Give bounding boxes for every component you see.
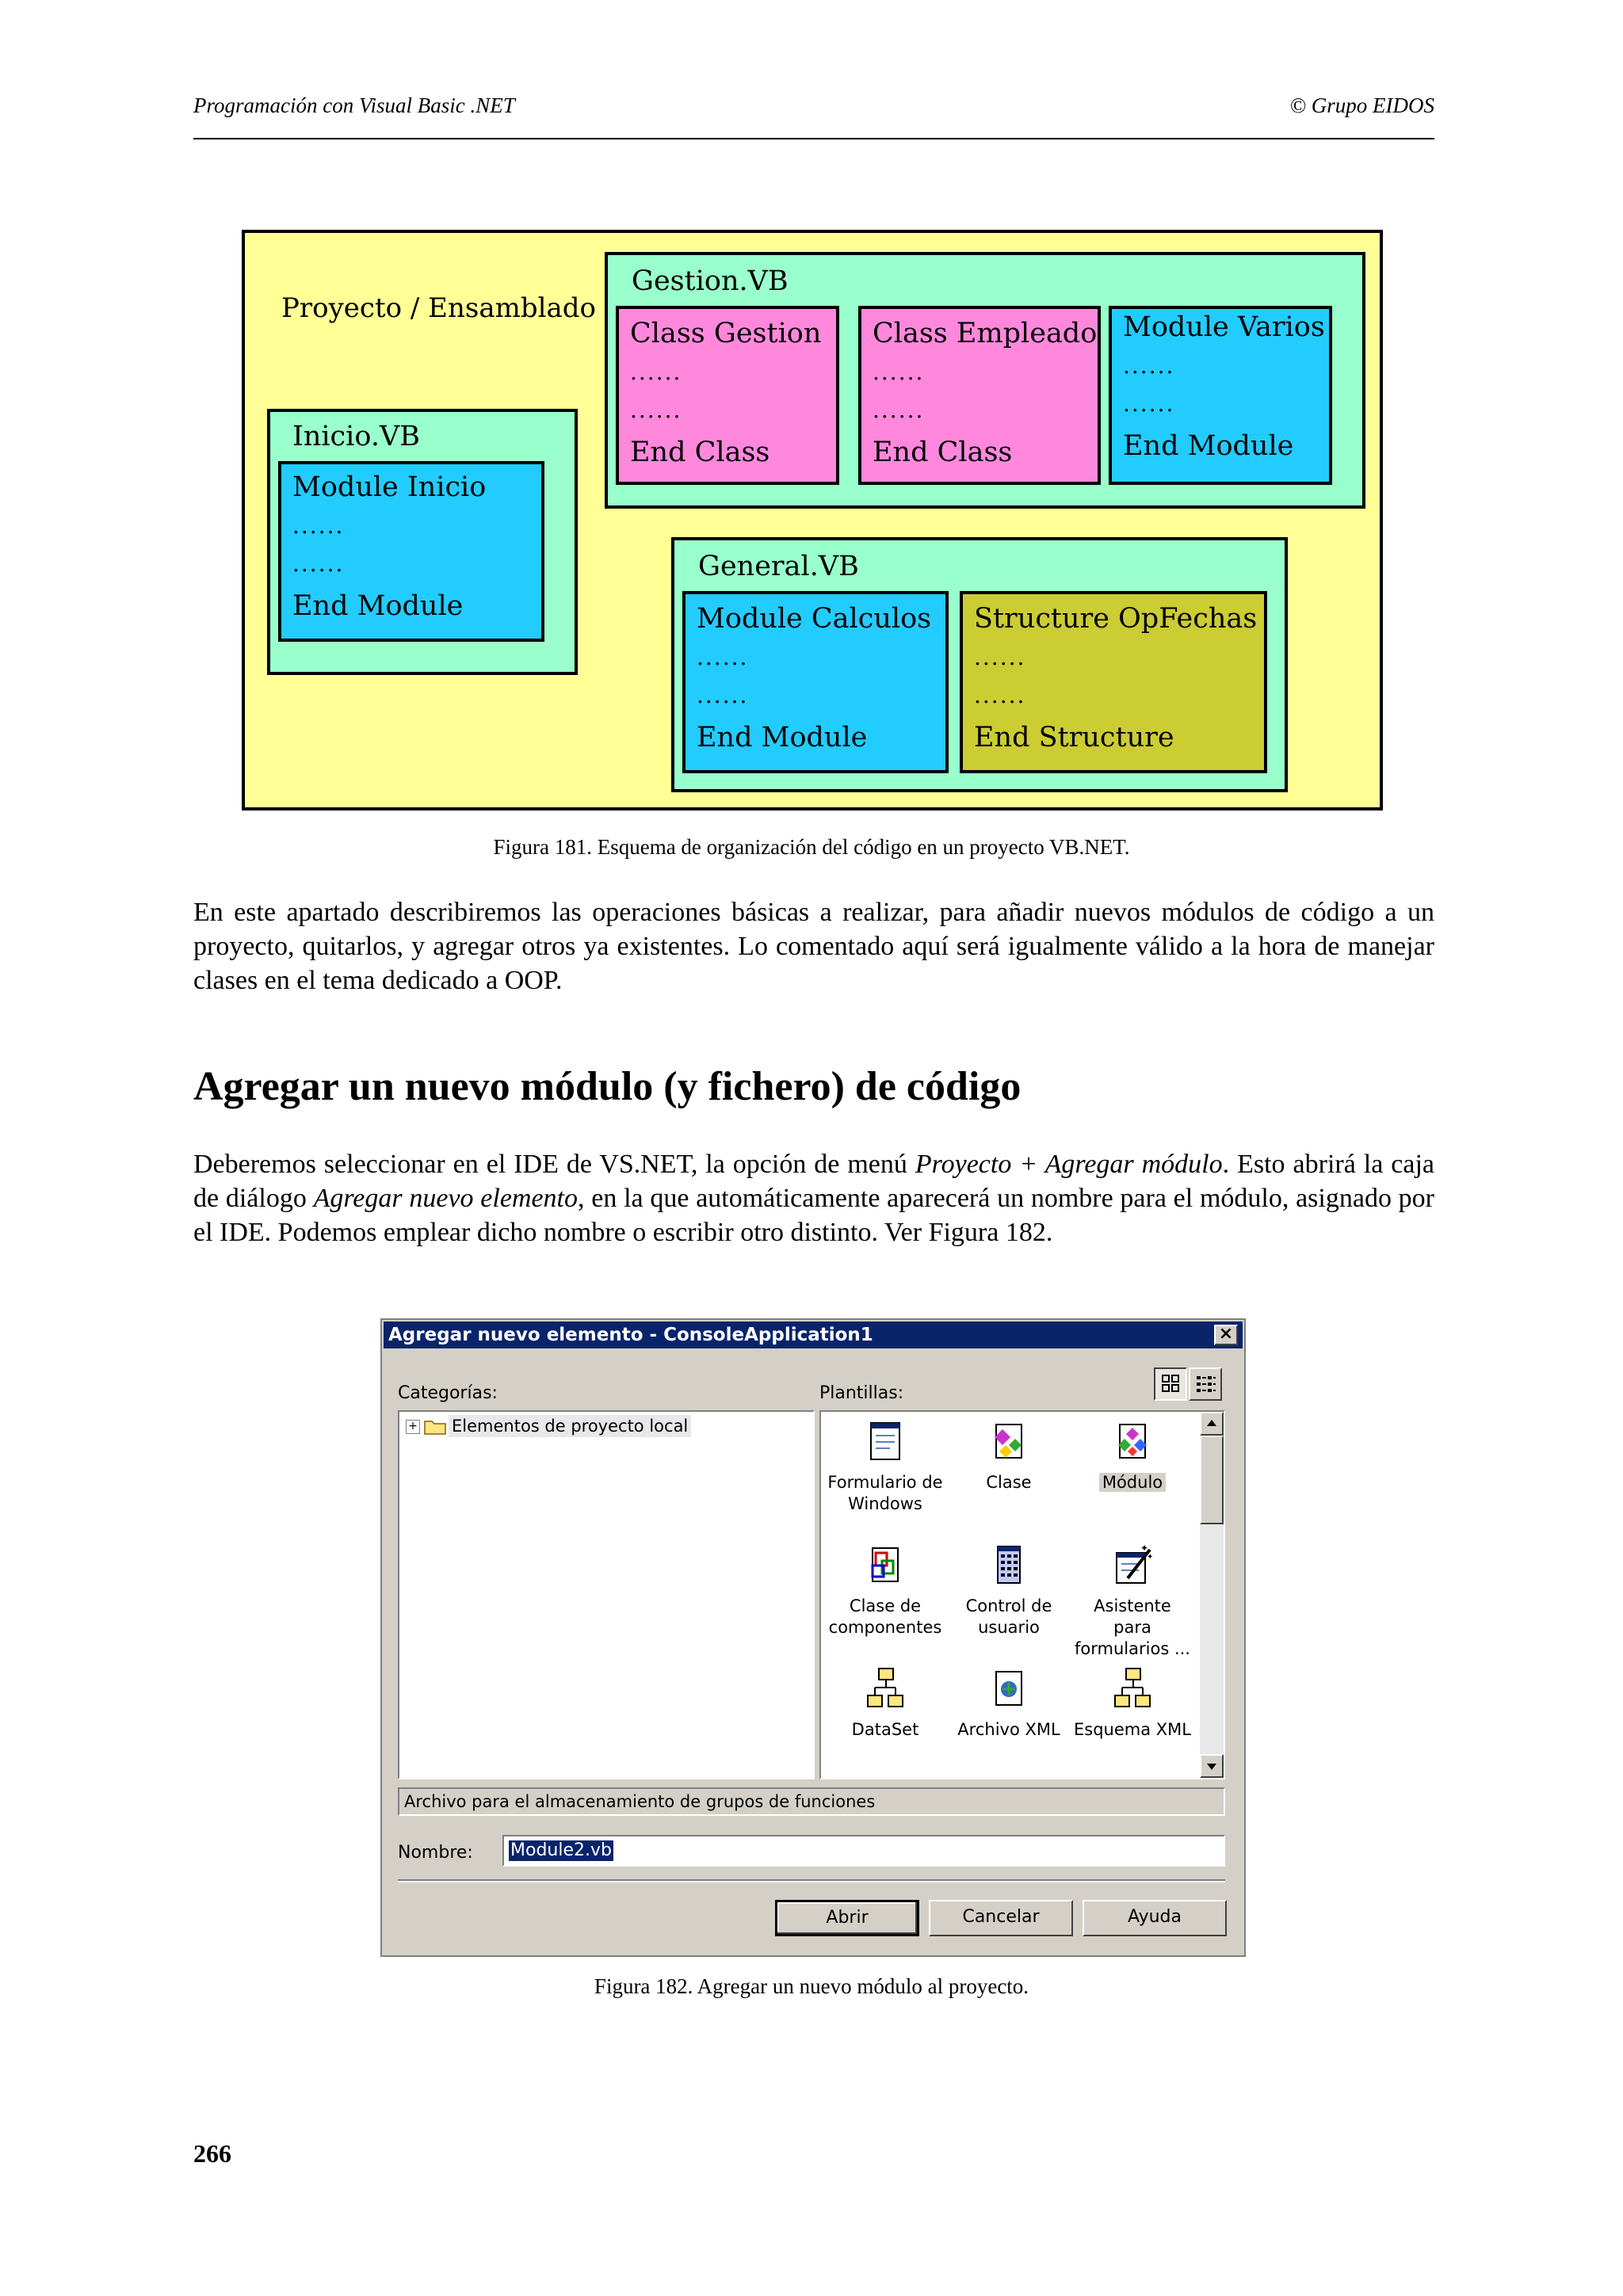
intro-paragraph: En este apartado describiremos las operaciones básicas a realizar, para añadir nuevos módulos de código a un proyecto, quitarlos, y agregar otros ya existentes. Lo comentado aquí será igualmente válido a la hora de manejar clases en el tema dedicado a OOP. xyxy=(193,898,1434,995)
arrow-down-icon xyxy=(1201,1756,1222,1776)
file-gestion-vb xyxy=(605,252,1365,509)
template-item[interactable] xyxy=(1073,1665,1192,1741)
name-input[interactable] xyxy=(502,1835,1225,1867)
templates-scrollbar[interactable] xyxy=(1200,1412,1224,1778)
block-end: End Module xyxy=(1123,430,1294,462)
large-icons-icon xyxy=(1155,1369,1186,1399)
block-dots: ...... xyxy=(630,397,682,423)
template-label: Formulario de Windows xyxy=(827,1473,943,1513)
cancel-button[interactable] xyxy=(929,1900,1073,1936)
template-item[interactable] xyxy=(826,1665,945,1741)
template-item[interactable] xyxy=(949,1542,1068,1638)
block-end: End Class xyxy=(873,437,1013,468)
block-title: Module Inicio xyxy=(292,471,487,503)
file-inicio-vb xyxy=(267,409,578,675)
block-title: Class Empleado xyxy=(873,318,1098,349)
block-dots: ...... xyxy=(974,644,1026,670)
help-button[interactable] xyxy=(1083,1900,1227,1936)
file-general-vb xyxy=(671,537,1288,792)
block-title: Structure OpFechas xyxy=(974,603,1258,635)
class-gestion-block xyxy=(616,306,839,485)
name-input-value: Module2.vb xyxy=(510,1840,612,1860)
user-control-icon xyxy=(985,1542,1033,1589)
header-rule xyxy=(193,138,1434,139)
dialog-titlebar[interactable] xyxy=(384,1322,1243,1348)
running-header-title: Programación con Visual Basic .NET xyxy=(193,93,515,117)
block-dots: ...... xyxy=(1123,391,1175,417)
instructions-paragraph xyxy=(193,1147,1434,1249)
form-wizard-icon xyxy=(1109,1542,1156,1589)
file-label: Gestion.VB xyxy=(632,265,789,297)
class-empleado-block xyxy=(858,306,1101,485)
svg-text:✦: ✦ xyxy=(1147,1553,1154,1562)
template-item[interactable] xyxy=(949,1665,1068,1741)
project-diagram xyxy=(242,230,1383,810)
dialog-title: Agregar nuevo elemento - ConsoleApplication1 xyxy=(388,1325,873,1345)
template-item[interactable] xyxy=(1073,1542,1192,1660)
block-end: End Structure xyxy=(974,722,1174,753)
template-item-selected[interactable] xyxy=(1073,1418,1192,1493)
structure-opfechas-block xyxy=(960,591,1267,773)
template-item[interactable] xyxy=(826,1418,945,1515)
separator xyxy=(398,1879,1225,1882)
template-label: Módulo xyxy=(1099,1473,1166,1492)
template-item[interactable] xyxy=(949,1418,1068,1493)
block-end: End Class xyxy=(630,437,770,468)
template-label: Archivo XML xyxy=(957,1720,1060,1739)
template-label: DataSet xyxy=(851,1720,919,1739)
windows-form-icon xyxy=(861,1418,909,1466)
arrow-up-icon xyxy=(1201,1413,1222,1434)
text: . Esto abrirá la caja de diálogo xyxy=(193,1150,1434,1213)
dataset-icon xyxy=(861,1665,909,1713)
scroll-thumb[interactable] xyxy=(1200,1436,1224,1524)
xml-schema-icon xyxy=(1109,1665,1156,1713)
project-label: Proyecto / Ensamblado xyxy=(281,292,596,324)
scroll-down-button[interactable] xyxy=(1200,1754,1224,1778)
block-title: Module Varios xyxy=(1123,311,1325,343)
block-title: Class Gestion xyxy=(630,318,822,349)
block-title: Module Calculos xyxy=(697,603,932,635)
block-dots: ...... xyxy=(697,682,749,708)
close-button[interactable] xyxy=(1214,1325,1238,1345)
text: Deberemos seleccionar en el IDE de VS.NET, la opción de menú xyxy=(193,1150,915,1179)
open-button-label: Abrir xyxy=(826,1908,869,1928)
expand-icon: + xyxy=(408,1420,418,1432)
large-icons-view-button[interactable] xyxy=(1154,1367,1187,1401)
page-number: 266 xyxy=(193,2139,231,2168)
file-label: Inicio.VB xyxy=(292,421,420,452)
template-item[interactable] xyxy=(826,1542,945,1638)
module-inicio-block xyxy=(278,461,544,642)
add-new-item-dialog xyxy=(380,1318,1246,1957)
module-calculos-block xyxy=(682,591,949,773)
svg-text:✦: ✦ xyxy=(1140,1543,1149,1554)
block-dots: ...... xyxy=(292,513,345,539)
tree-item-local-project-items[interactable]: Elementos de proyecto local xyxy=(449,1415,691,1437)
module-icon xyxy=(1109,1418,1156,1466)
open-button[interactable] xyxy=(775,1900,919,1936)
block-dots: ...... xyxy=(1123,353,1175,379)
templates-label: Plantillas: xyxy=(819,1383,904,1403)
component-class-icon xyxy=(861,1542,909,1589)
block-dots: ...... xyxy=(873,397,925,423)
block-dots: ...... xyxy=(974,682,1026,708)
figure-182-caption: Figura 182. Agregar un nuevo módulo al proyecto. xyxy=(594,1974,1029,1998)
block-end: End Module xyxy=(697,722,868,753)
template-label: Asistente para formularios ... xyxy=(1075,1596,1190,1658)
dialog-name: Agregar nuevo elemento xyxy=(313,1184,579,1213)
block-dots: ...... xyxy=(630,359,682,385)
block-dots: ...... xyxy=(873,359,925,385)
template-label: Clase de componentes xyxy=(828,1596,942,1637)
file-label: General.VB xyxy=(698,551,859,582)
tree-expander[interactable] xyxy=(406,1420,420,1434)
module-varios-block xyxy=(1109,306,1332,485)
folder-icon xyxy=(423,1417,447,1436)
cancel-button-label: Cancelar xyxy=(962,1907,1040,1927)
block-dots: ...... xyxy=(697,644,749,670)
running-header-publisher: © Grupo EIDOS xyxy=(1289,93,1434,117)
small-icons-view-button[interactable] xyxy=(1189,1367,1222,1401)
template-label: Esquema XML xyxy=(1074,1720,1191,1739)
scroll-up-button[interactable] xyxy=(1200,1412,1224,1436)
template-label: Clase xyxy=(986,1473,1032,1492)
section-heading: Agregar un nuevo módulo (y fichero) de código xyxy=(193,1064,1022,1109)
close-icon: × xyxy=(1218,1324,1234,1344)
templates-list[interactable] xyxy=(819,1410,1225,1779)
text: , en la que automáticamente aparecerá un nombre para el módulo, asignado por el IDE. Podemos emplear dicho nombre o escribir otro distinto. Ver Figura 182. xyxy=(193,1184,1435,1247)
help-button-label: Ayuda xyxy=(1128,1907,1182,1927)
categories-label: Categorías: xyxy=(398,1383,498,1403)
figure-181-caption: Figura 181. Esquema de organización del código en un proyecto VB.NET. xyxy=(493,835,1130,859)
menu-path: Proyecto + Agregar módulo xyxy=(915,1150,1223,1179)
template-description: Archivo para el almacenamiento de grupos de funciones xyxy=(398,1787,1225,1816)
name-label: Nombre: xyxy=(398,1843,473,1863)
block-dots: ...... xyxy=(292,551,345,577)
xml-file-icon xyxy=(985,1665,1033,1713)
class-icon xyxy=(985,1418,1033,1466)
block-end: End Module xyxy=(292,590,464,622)
categories-tree[interactable] xyxy=(398,1410,815,1779)
list-view-icon xyxy=(1190,1369,1220,1399)
template-label: Control de usuario xyxy=(965,1596,1052,1637)
